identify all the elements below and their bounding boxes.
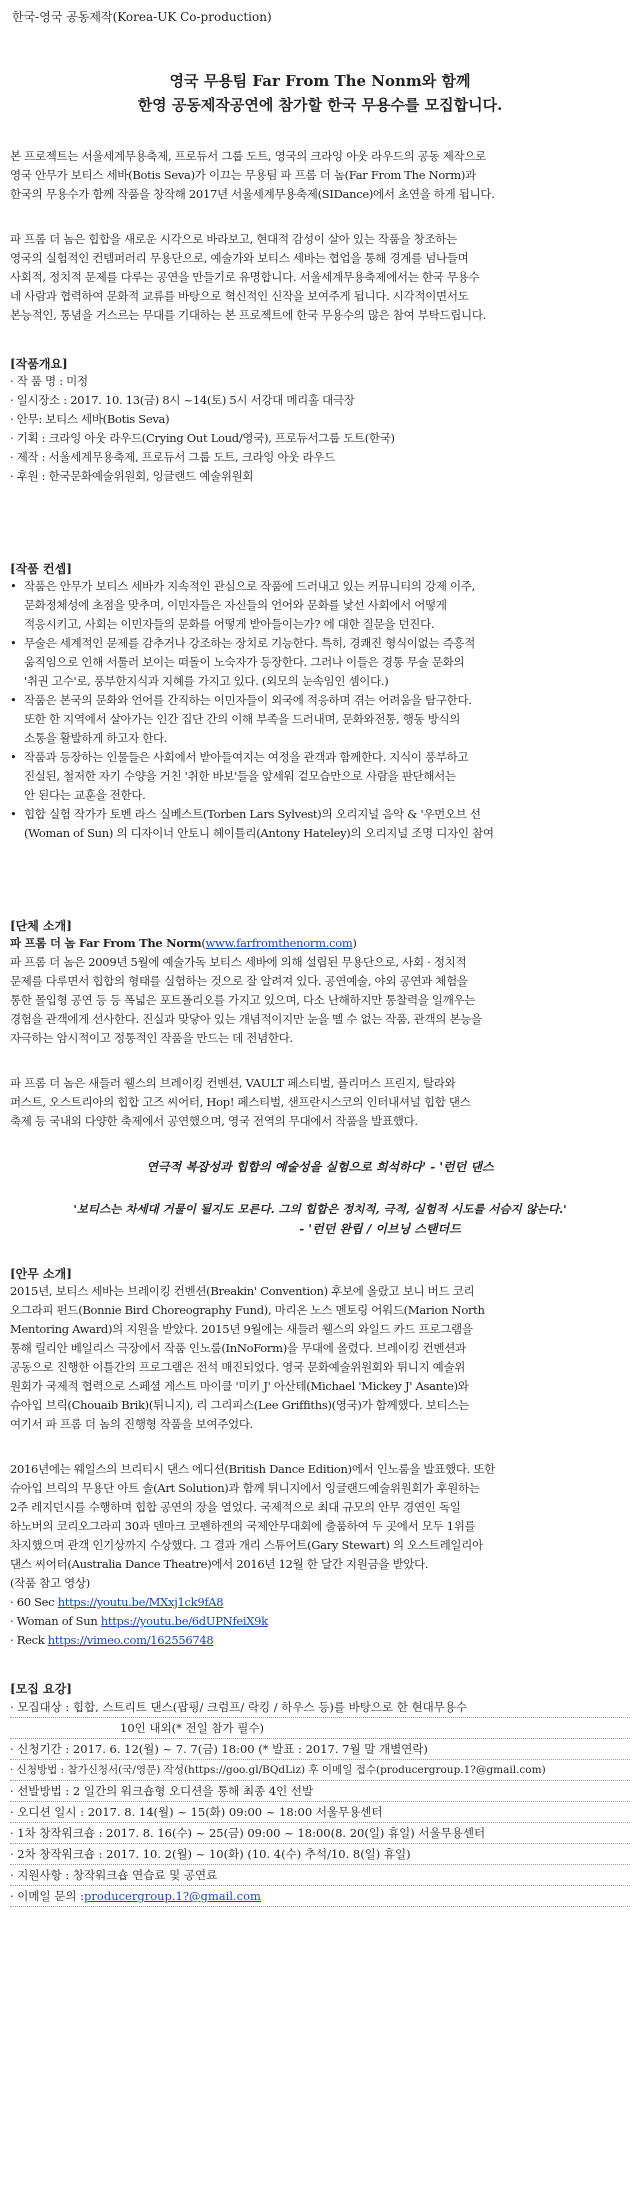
- bullet-dot-icon: •: [10, 636, 17, 650]
- recruit-row: · 1차 창작워크숍 : 2017. 8. 16(수) ~ 25(금) 09:00 ~ 18:00(8. 20(일) 휴일) 서울무용센터: [10, 1823, 630, 1844]
- intro-paragraph-1: 본 프로젝트는 서울세계무용축제, 프로듀서 그룹 도트, 영국의 크라잉 아웃 라우드의 공동 제작으로 영국 안무가 보티스 세바(Botis Seva)가 이끄는 무용팀 파 프롬 더 놈(Far From The Norm)과 한국의 무용수가 함께 작품을 창작해 2017년 서울세계무용축제(SIDance)에서 초연을 하게 됩니다.: [10, 149, 495, 201]
- concept-bullet: • 작품은 본국의 문화와 언어를 간직하는 이민자들이 외국에 적응하며 겪는 어려움을 탐구한다. 또한 한 지역에서 살아가는 인간 집단 간의 이해 부족을 드러내며, 문화와전통, 행동 방식의 소통을 활발하게 하고자 한다.: [10, 691, 630, 748]
- group-name: 파 프롬 더 놈 Far From The Norm: [10, 936, 202, 950]
- recruit-row: · 모집대상 : 힙합, 스트리트 댄스(팝핑/ 크럼프/ 락킹 / 하우스 등)를 바탕으로 한 현대무용수: [10, 1697, 630, 1718]
- reference-video-label: (작품 참고 영상): [10, 1576, 90, 1590]
- recruit-row: · 신청기간 : 2017. 6. 12(월) ~ 7. 7(금) 18:00 (* 발표 : 2017. 7월 말 개별연락): [10, 1739, 630, 1760]
- overview-item: · 작 품 명 : 미정: [10, 374, 88, 388]
- bullet-dot-icon: •: [10, 693, 17, 707]
- overview-item: · 기획 : 크라잉 아웃 라우드(Crying Out Loud/영국), 프로듀서그룹 도트(한국): [10, 431, 395, 445]
- video-link-reck[interactable]: https://vimeo.com/162556748: [47, 1633, 214, 1647]
- bullet-dot-icon: •: [10, 750, 17, 764]
- video-item: · Woman of Sun https://youtu.be/6dUPNfeiX9k: [10, 1614, 268, 1628]
- concept-bullet: • 힙합 실험 작가가 토벤 라스 실베스트(Torben Lars Sylvest)의 오리지널 음악 & '우먼오브 선 (Woman of Sun) 의 디자이너 안토니 헤이틀리(Antony Hateley)의 오리지널 조명 디자인 참여: [10, 805, 630, 843]
- title-line-1: 영국 무용팀 Far From The Nonm와 함께: [169, 72, 471, 90]
- intro-paragraph-2: 파 프롬 더 놈은 힙합을 새로운 시각으로 바라보고, 현대적 감성이 살아 있는 작품을 창조하는 영국의 실험적인 컨템퍼러리 무용단으로, 예술가와 보티스 세바는 협업을 통해 경계를 넘나들며 사회적, 정치적 문제를 다루는 공연을 만들기로 유명합니다. 서울세계무용축제에서는 한국 무용수 네 사람과 협력하여 문화적 교류를 바탕으로 혁신적인 신작을 보여주게 됩니다. 시각적이면서도 본능적인, 통념을 거스르는 무대를 기대하는 본 프로젝트에 한국 무용수의 많은 참여 부탁드립니다.: [10, 232, 486, 322]
- concept-bullet: • 무술은 세계적인 문제를 감추거나 강조하는 장치로 기능한다. 특히, 경쾌진 형식이없는 즉흥적 움직임으로 인해 서툴러 보이는 떠돌이 노숙자가 등장한다. 그러나 이들은 경통 무술 문화의 '취권 고수'로, 풍부한지식과 지혜를 가지고 있다. (외모의 눈속임인 셈이다.): [10, 634, 630, 691]
- concept-section: [10, 560, 630, 843]
- overview-section: [10, 355, 630, 486]
- recruit-row: 10인 내외(* 전일 참가 필수): [10, 1718, 630, 1739]
- group-section: [단체 소개] 파 프롬 더 놈 Far From The Norm(www.farfromthenorm.com) 파 프롬 더 놈은 2009년 5월에 예술가독 보티스 세바에 의해 설립된 무용단으로, 사회 · 정치적 문제를 다루면서 힙합의 형태를 실험하는 것으로 잘 알려져 있다. 공연예술, 야외 공연과 체험을 통한 몰입형 공연 등 등 폭넓은 포트폴리오를 가지고 있으며, 다소 난해하지만 통찰력을 일깨우는 경험을 관객에게 선사한다. 진실과 맞닿아 있는 개념적이지만 눈을 뗄 수 없는 작품, 관객의 본능을 자극하는 암시적이고 정통적인 작품을 만드는 데 전념한다.: [10, 917, 630, 1048]
- overview-heading: [작품개요]: [10, 357, 68, 371]
- document-title: [10, 69, 630, 117]
- overview-item: · 일시장소 : 2017. 10. 13(금) 8시 ~14(토) 5시 서강대 메리홀 대극장: [10, 393, 355, 407]
- recruit-row: · 지원사항 : 창작워크숍 연습료 및 공연료: [10, 1865, 630, 1886]
- choreographer-heading: [안무 소개]: [10, 1267, 72, 1281]
- video-item: · 60 Sec https://youtu.be/MXxj1ck9fA8: [10, 1595, 224, 1609]
- recruit-row: · 이메일 문의 : producergroup.1?@gmail.com: [10, 1886, 630, 1907]
- recruit-row: · 선발방법 : 2 일간의 워크숍형 오디션을 통해 최종 4인 선발: [10, 1781, 630, 1802]
- group-heading: [단체 소개]: [10, 919, 72, 933]
- choreographer-paragraph-2: 2016년에는 웨일스의 브리티시 댄스 에디션(British Dance Edition)에서 인노룸을 발표했다. 또한 슈아입 브릭의 무용단 아트 솔(Art Solution)과 함께 튀니지에서 잉글랜드예술위원회가 후원하는 2주 레지던시를 수행하며 힙합 공연의 장을 열었다. 국제적으로 최대 규모의 안무 경연인 독일 하노버의 코리오그라피 30과 덴마크 코펜하겐의 국제안무대회에 출품하여 두 곳에서 모두 1위를 차지했으며 관객 인기상까지 수상했다. 그 결과 개리 스튜어트(Gary Stewart) 의 오스트레일리아 댄스 씨어터(Australia Dance Theatre)에서 2016년 12월 한 달간 지원금을 받았다. (작품 참고 영상) · 60 Sec https://youtu.be/MXxj1ck9fA8 · Woman of Sun https://youtu.be/6dUPNfeiX9k · Reck https://vimeo.com/162556748: [10, 1460, 630, 1650]
- video-link-60-sec[interactable]: https://youtu.be/MXxj1ck9fA8: [57, 1595, 224, 1609]
- bullet-dot-icon: •: [10, 807, 17, 821]
- recruit-row: · 2차 창작워크숍 : 2017. 10. 2(월) ~ 10(화) (10. 4(수) 추석/10. 8(일) 휴일): [10, 1844, 630, 1865]
- recruit-row: · 신청방법 : 참가신청서(국/영문) 작성(https://goo.gl/BQdLiz) 후 이메일 접수(producergroup.1?@gmail.com): [10, 1760, 630, 1781]
- video-link-woman-of-sun[interactable]: https://youtu.be/6dUPNfeiX9k: [100, 1614, 268, 1628]
- concept-heading: [작품 컨셉]: [10, 562, 72, 576]
- press-quote-1: 연극적 복잡성과 힙합의 예술성을 실험으로 희석하다' - '런던 댄스: [146, 1160, 494, 1174]
- press-quote-2: '보티스는 차세대 거물이 될지도 모른다. 그의 힙합은 정치적, 극적, 실험적 시도를 서슴지 않는다.' - '런던 완립 / 이브닝 스탠더드: [73, 1202, 567, 1236]
- title-line-2: 한영 공동제작공연에 참가할 한국 무용수를 모집합니다.: [137, 96, 503, 114]
- concept-bullet: • 작품은 안무가 보티스 세바가 지속적인 관심으로 작품에 드러내고 있는 커뮤니티의 강제 이주, 문화정체성에 초점을 맞추며, 이민자들은 자신들의 언어와 문화를 낯선 사회에서 어떻게 적응시키고, 사회는 이민자들의 문화를 어떻게 받아들이는가? 에 대한 질문을 던진다.: [10, 577, 630, 634]
- co-production-label: 한국-영국 공동제작(Korea-UK Co-production): [12, 10, 272, 24]
- bullet-dot-icon: •: [10, 579, 17, 593]
- document-page: [10, 0, 630, 1907]
- overview-item: · 후원 : 한국문화예술위원회, 잉글랜드 예술위원회: [10, 469, 254, 483]
- contact-email-link[interactable]: producergroup.1?@gmail.com: [84, 1889, 261, 1903]
- recruitment-section: [10, 1680, 630, 1907]
- recruitment-heading: [모집 요강]: [10, 1682, 72, 1696]
- video-item: · Reck https://vimeo.com/162556748: [10, 1633, 214, 1647]
- concept-bullet: • 작품과 등장하는 인물들은 사회에서 받아들여지는 여정을 관객과 함께한다. 지식이 풍부하고 진실된, 철저한 자기 수양을 거친 '취한 바보'들을 앞세워 겉모습만으로 사람을 판단해서는 안 된다는 교훈을 전한다.: [10, 748, 630, 805]
- overview-item: · 제작 : 서울세계무용축제, 프로듀서 그룹 도트, 크라잉 아웃 라우드: [10, 450, 335, 464]
- recruit-row: · 오디션 일시 : 2017. 8. 14(월) ~ 15(화) 09:00 ~ 18:00 서울무용센터: [10, 1802, 630, 1823]
- group-paragraph-2: 파 프롬 더 놈은 새들러 웰스의 브레이킹 컨벤션, VAULT 페스티벌, 플리머스 프린지, 탈라와 퍼스트, 오스트리아의 힙합 고즈 씨어터, Hop! 페스티벌, 샌프란시스코의 인터내셔널 힙합 댄스 축제 등 국내외 다양한 축제에서 공연했으며, 영국 전역의 무대에서 작품을 발표했다.: [10, 1076, 471, 1128]
- choreographer-section: [안무 소개] 2015년, 보티스 세바는 브레이킹 컨벤션(Breakin' Convention) 후보에 올랐고 보니 버드 코리 오그라피 펀드(Bonnie Bird Choreography Fund), 마리온 노스 멘토링 어워드(Marion North Mentoring Award)의 지원을 받았다. 2015년 9월에는 새들러 웰스의 와일드 카드 프로그램을 통해 릴리안 베일리스 극장에서 작품 인노룸(InNoForm)을 무대에 올렸다. 브레이킹 컨벤션과 공동으로 진행한 이틀간의 프로그램은 전석 매진되었다. 영국 문화예술위원회와 튀니지 예술위 원회가 국제적 협력으로 스페셜 게스트 마이클 '미키 J' 아산테(Michael 'Mickey J' Asante)와 슈아입 브릭(Chouaib Brik)(튀니지), 리 그리피스(Lee Griffiths)(영국)가 함께했다. 보티스는 여기서 파 프롬 더 놈의 진행형 작품을 보여주었다.: [10, 1265, 630, 1434]
- group-website-link[interactable]: www.farfromthenorm.com: [205, 936, 353, 950]
- overview-item: · 안무: 보티스 세바(Botis Seva): [10, 412, 170, 426]
